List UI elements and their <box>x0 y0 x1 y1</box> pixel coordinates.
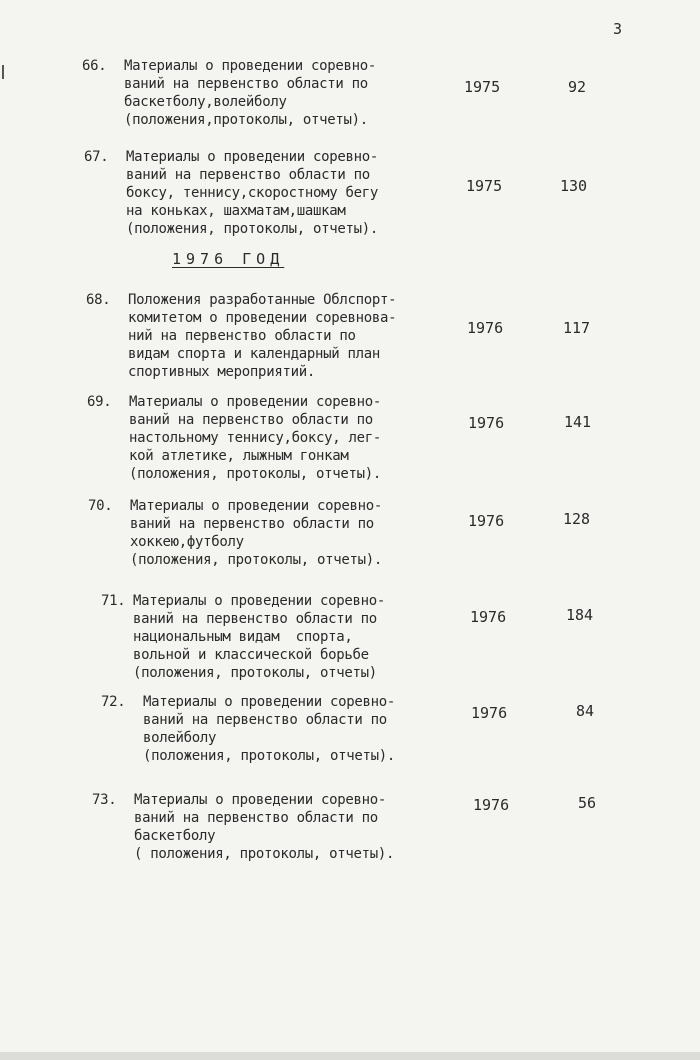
entry-67-count: 130 <box>560 177 588 195</box>
entry-71-number: 71. <box>101 593 126 609</box>
entry-70-line-3: хоккею,футболу <box>130 534 244 550</box>
entry-66-line-2: ваний на первенство области по <box>124 76 368 92</box>
entry-71-line-4: вольной и классической борьбе <box>133 647 369 663</box>
entry-69-count: 141 <box>564 413 592 431</box>
entry-67-number: 67. <box>84 149 109 165</box>
page-number: 3 <box>613 20 623 38</box>
entry-68-line-3: ний на первенство области по <box>128 328 356 344</box>
entry-72-year: 1976 <box>471 704 508 722</box>
entry-70-line-4: (положения, протоколы, отчеты). <box>130 552 382 568</box>
entry-71-line-2: ваний на первенство области по <box>133 611 377 627</box>
entry-66-year: 1975 <box>464 78 501 96</box>
entry-71-line-3: национальным видам спорта, <box>133 629 353 645</box>
entry-69-line-2: ваний на первенство области по <box>129 412 373 428</box>
entry-71-line-5: (положения, протоколы, отчеты) <box>133 665 377 681</box>
entry-68-line-2: комитетом о проведении соревнова- <box>128 310 397 326</box>
left-margin-mark <box>2 65 4 79</box>
entry-70-line-1: Материалы о проведении соревно- <box>130 498 382 514</box>
entry-69-line-5: (положения, протоколы, отчеты). <box>129 466 381 482</box>
entry-70-year: 1976 <box>468 512 505 530</box>
entry-72-number: 72. <box>101 694 126 710</box>
entry-68-number: 68. <box>86 292 111 308</box>
entry-66-count: 92 <box>568 78 587 96</box>
section-heading: 1976 ГОД <box>172 250 285 268</box>
entry-72-line-4: (положения, протоколы, отчеты). <box>143 748 395 764</box>
entry-69-number: 69. <box>87 394 112 410</box>
entry-68-line-5: спортивных мероприятий. <box>128 364 315 380</box>
entry-70-count: 128 <box>563 510 591 528</box>
entry-69-line-3: настольному теннису,боксу, лег- <box>129 430 381 446</box>
entry-69-line-4: кой атлетике, лыжным гонкам <box>129 448 349 464</box>
entry-73-line-2: ваний на первенство области по <box>134 810 378 826</box>
entry-66-line-1: Материалы о проведении соревно- <box>124 58 376 74</box>
entry-66-line-3: баскетболу,волейболу <box>124 94 287 110</box>
page-bottom-edge <box>0 1052 700 1060</box>
entry-67-year: 1975 <box>466 177 503 195</box>
entry-71-count: 184 <box>566 606 594 624</box>
entry-66-number: 66. <box>82 58 107 74</box>
entry-70-number: 70. <box>88 498 113 514</box>
entry-73-count: 56 <box>578 794 597 812</box>
entry-67-line-2: ваний на первенство области по <box>126 167 370 183</box>
entry-73-line-1: Материалы о проведении соревно- <box>134 792 386 808</box>
entry-72-line-3: волейболу <box>143 730 217 746</box>
entry-67-line-5: (положения, протоколы, отчеты). <box>126 221 378 237</box>
entry-68-line-1: Положения разработанные Облспорт- <box>128 292 397 308</box>
entry-73-number: 73. <box>92 792 117 808</box>
entry-68-year: 1976 <box>467 319 504 337</box>
entry-70-line-2: ваний на первенство области по <box>130 516 374 532</box>
entry-66-line-4: (положения,протоколы, отчеты). <box>124 112 368 128</box>
entry-73-line-4: ( положения, протоколы, отчеты). <box>134 846 395 862</box>
entry-69-year: 1976 <box>468 414 505 432</box>
entry-72-count: 84 <box>576 702 595 720</box>
entry-71-line-1: Материалы о проведении соревно- <box>133 593 385 609</box>
entry-71-year: 1976 <box>470 608 507 626</box>
entry-73-year: 1976 <box>473 796 510 814</box>
entry-69-line-1: Материалы о проведении соревно- <box>129 394 381 410</box>
entry-72-line-1: Материалы о проведении соревно- <box>143 694 395 710</box>
entry-68-count: 117 <box>563 319 591 337</box>
entry-67-line-3: боксу, теннису,скоростному бегу <box>126 185 378 201</box>
entry-67-line-4: на коньках, шахматам,шашкам <box>126 203 346 219</box>
entry-68-line-4: видам спорта и календарный план <box>128 346 380 362</box>
entry-73-line-3: баскетболу <box>134 828 216 844</box>
entry-67-line-1: Материалы о проведении соревно- <box>126 149 378 165</box>
entry-72-line-2: ваний на первенство области по <box>143 712 387 728</box>
